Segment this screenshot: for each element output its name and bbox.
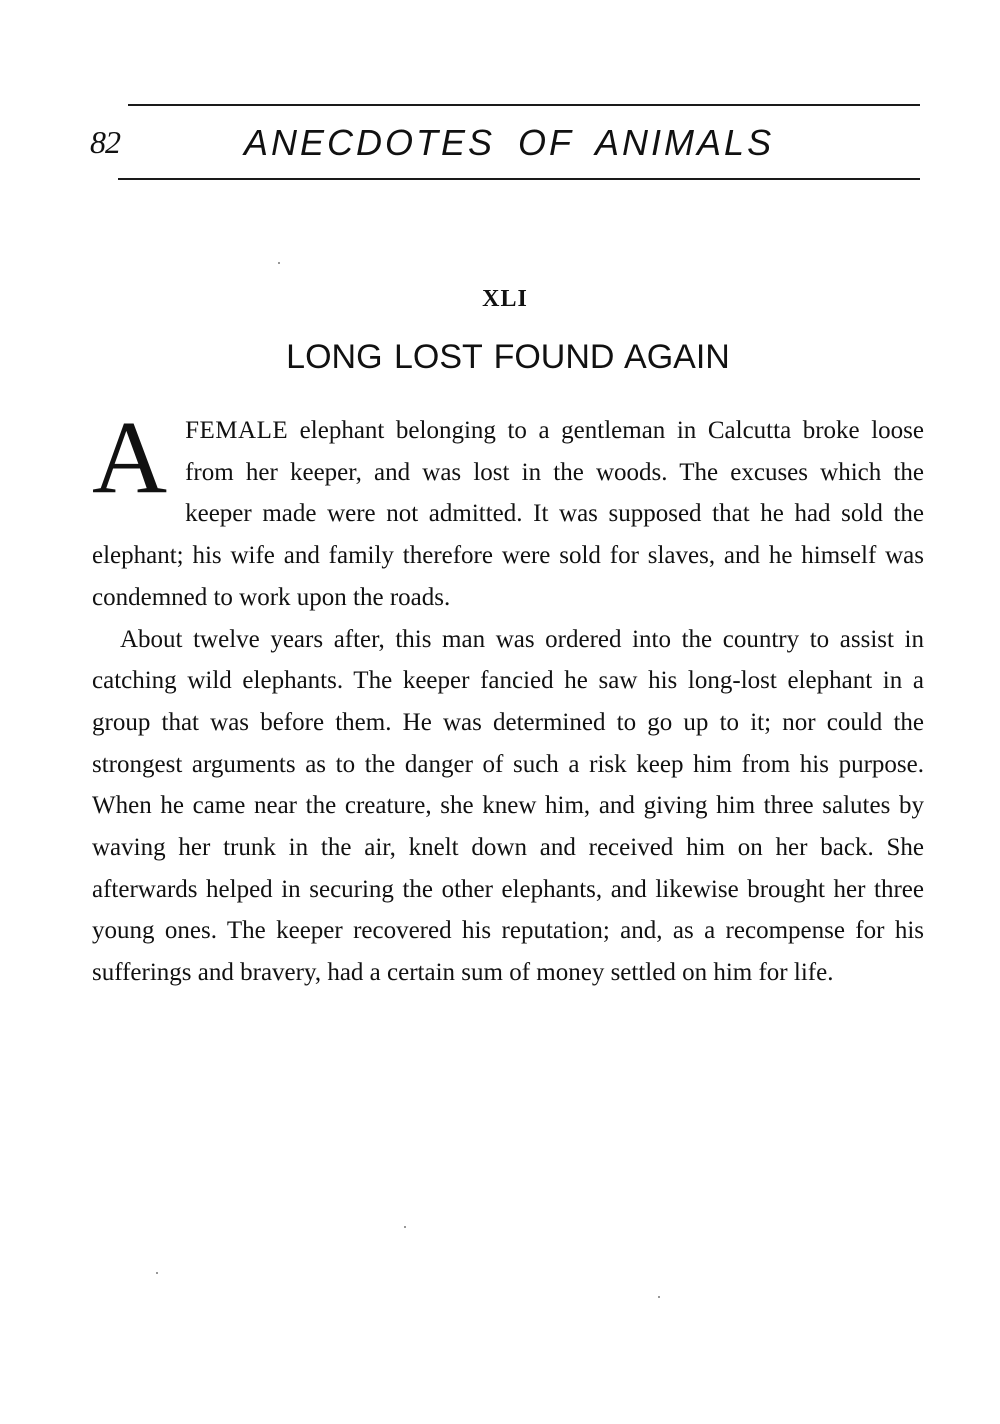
header-top-rule [128,104,920,106]
chapter-number: XLI [482,286,528,312]
paragraph-1 [92,400,924,619]
print-speck [658,1296,660,1298]
paragraph-1-text: elephant belonging to a gentleman in Calcutta broke loose from her keeper, and was lost in the woods. The excuses which the keeper made were not admitted. It was supposed that he had sold the elephant; his wife and family therefore were sold for slaves, and he himself was condemned to work upon the roads. [92,417,924,611]
drop-cap: A [92,400,168,515]
print-speck [156,1272,158,1274]
running-header [90,118,920,170]
header-bottom-rule [118,178,920,180]
print-speck [278,262,280,264]
page-number: 82 [90,124,120,160]
first-word: FEMALE [185,417,289,444]
running-title: ANECDOTES OF ANIMALS [244,122,775,163]
paragraph-2: About twelve years after, this man was ordered into the country to assist in catching wild elephants. The keeper fancied he saw his long-lost elephant in a group that was before them. He was determined to go up to it; nor could the strongest arguments as to the danger of such a risk keep him from his purpose. When he came near the creature, she knew him, and giving him three salutes by waving her trunk in the air, knelt down and received him on her back. She afterwards helped in securing the other elephants, and likewise brought her three young ones. The keeper recovered his reputation; and, as a recompense for his sufferings and bravery, had a certain sum of money settled on him for life. [92,625,924,987]
chapter-title: LONG LOST FOUND AGAIN [286,338,730,376]
print-speck [404,1226,406,1228]
body-text [92,400,924,994]
